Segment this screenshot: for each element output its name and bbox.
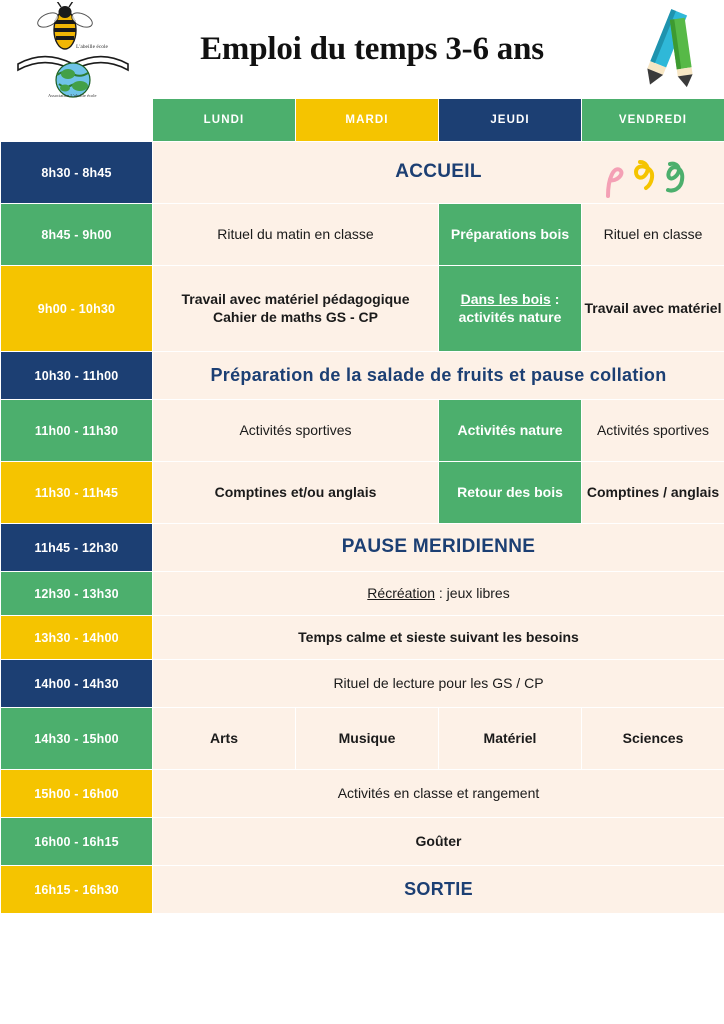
time-slot-4: 11h00 - 11h30 [1, 400, 153, 462]
activity-activites-sportives-vendredi: Activités sportives [582, 400, 724, 462]
svg-text:Association L'abeille école: Association L'abeille école [48, 93, 97, 98]
table-row [1, 818, 724, 866]
activity-comptines-vendredi: Comptines / anglais [582, 462, 724, 524]
time-slot-0: 8h30 - 8h45 [1, 142, 153, 204]
table-row [1, 524, 724, 572]
table-row [1, 866, 724, 914]
activity-dans-les-bois [439, 266, 582, 352]
time-slot-6: 11h45 - 12h30 [1, 524, 153, 572]
activity-recreation-rest: : jeux libres [435, 584, 510, 601]
day-header-jeudi: JEUDI [439, 99, 582, 142]
time-slot-13: 16h15 - 16h30 [1, 866, 153, 914]
time-slot-7: 12h30 - 13h30 [1, 572, 153, 616]
activity-dans-les-bois-label: Dans les bois [460, 290, 551, 307]
activity-temps-calme: Temps calme et sieste suivant les besoins [153, 616, 724, 660]
table-row [1, 572, 724, 616]
activity-musique: Musique [296, 708, 439, 770]
activity-activites-nature: Activités nature [439, 400, 582, 462]
activity-dans-les-bois-rest: : activités nature [458, 290, 562, 325]
time-slot-9: 14h00 - 14h30 [1, 660, 153, 708]
activity-rituel-classe: Rituel en classe [582, 204, 724, 266]
time-slot-8: 13h30 - 14h00 [1, 616, 153, 660]
activity-sciences: Sciences [582, 708, 724, 770]
activity-rituel-lecture: Rituel de lecture pour les GS / CP [153, 660, 724, 708]
table-row [1, 266, 724, 352]
activity-activites-classe: Activités en classe et rangement [153, 770, 724, 818]
time-slot-12: 16h00 - 16h15 [1, 818, 153, 866]
table-row [1, 400, 724, 462]
table-row [1, 204, 724, 266]
time-slot-11: 15h00 - 16h00 [1, 770, 153, 818]
time-slot-5: 11h30 - 11h45 [1, 462, 153, 524]
table-corner-cell [1, 99, 153, 142]
pencils-icon [626, 6, 716, 94]
table-row [1, 770, 724, 818]
activity-travail-materiel-line2: Cahier de maths GS - CP [213, 308, 378, 325]
activity-travail-materiel [153, 266, 439, 352]
time-slot-1: 8h45 - 9h00 [1, 204, 153, 266]
activity-comptines: Comptines et/ou anglais [153, 462, 439, 524]
table-header-row [1, 99, 724, 142]
activity-activites-sportives: Activités sportives [153, 400, 439, 462]
page-title: Emploi du temps 3-6 ans [200, 30, 544, 67]
table-row [1, 660, 724, 708]
time-slot-3: 10h30 - 11h00 [1, 352, 153, 400]
activity-arts: Arts [153, 708, 296, 770]
activity-recreation [153, 572, 724, 616]
activity-accueil: ACCUEIL [153, 142, 724, 204]
time-slot-10: 14h30 - 15h00 [1, 708, 153, 770]
school-logo [10, 2, 140, 98]
table-row [1, 616, 724, 660]
time-slot-2: 9h00 - 10h30 [1, 266, 153, 352]
activity-sortie: SORTIE [153, 866, 724, 914]
table-row [1, 352, 724, 400]
schedule-table [0, 98, 724, 914]
day-header-mardi: MARDI [296, 99, 439, 142]
activity-rituel-matin: Rituel du matin en classe [153, 204, 439, 266]
activity-travail-materiel-line1: Travail avec matériel pédagogique [181, 290, 410, 307]
table-row [1, 142, 724, 204]
activity-retour-bois: Retour des bois [439, 462, 582, 524]
page-header [0, 0, 724, 98]
activity-travail-materiel-vendredi: Travail avec matériel [582, 266, 724, 352]
table-row [1, 708, 724, 770]
day-header-lundi: LUNDI [153, 99, 296, 142]
activity-gouter: Goûter [153, 818, 724, 866]
activity-salade-fruits: Préparation de la salade de fruits et pause collation [153, 352, 724, 400]
activity-preparations-bois: Préparations bois [439, 204, 582, 266]
table-row [1, 462, 724, 524]
svg-text:L'abeille école: L'abeille école [76, 44, 108, 50]
activity-materiel: Matériel [439, 708, 582, 770]
day-header-vendredi: VENDREDI [582, 99, 724, 142]
activity-pause-meridienne: PAUSE MERIDIENNE [153, 524, 724, 572]
activity-recreation-label: Récréation [367, 584, 435, 601]
